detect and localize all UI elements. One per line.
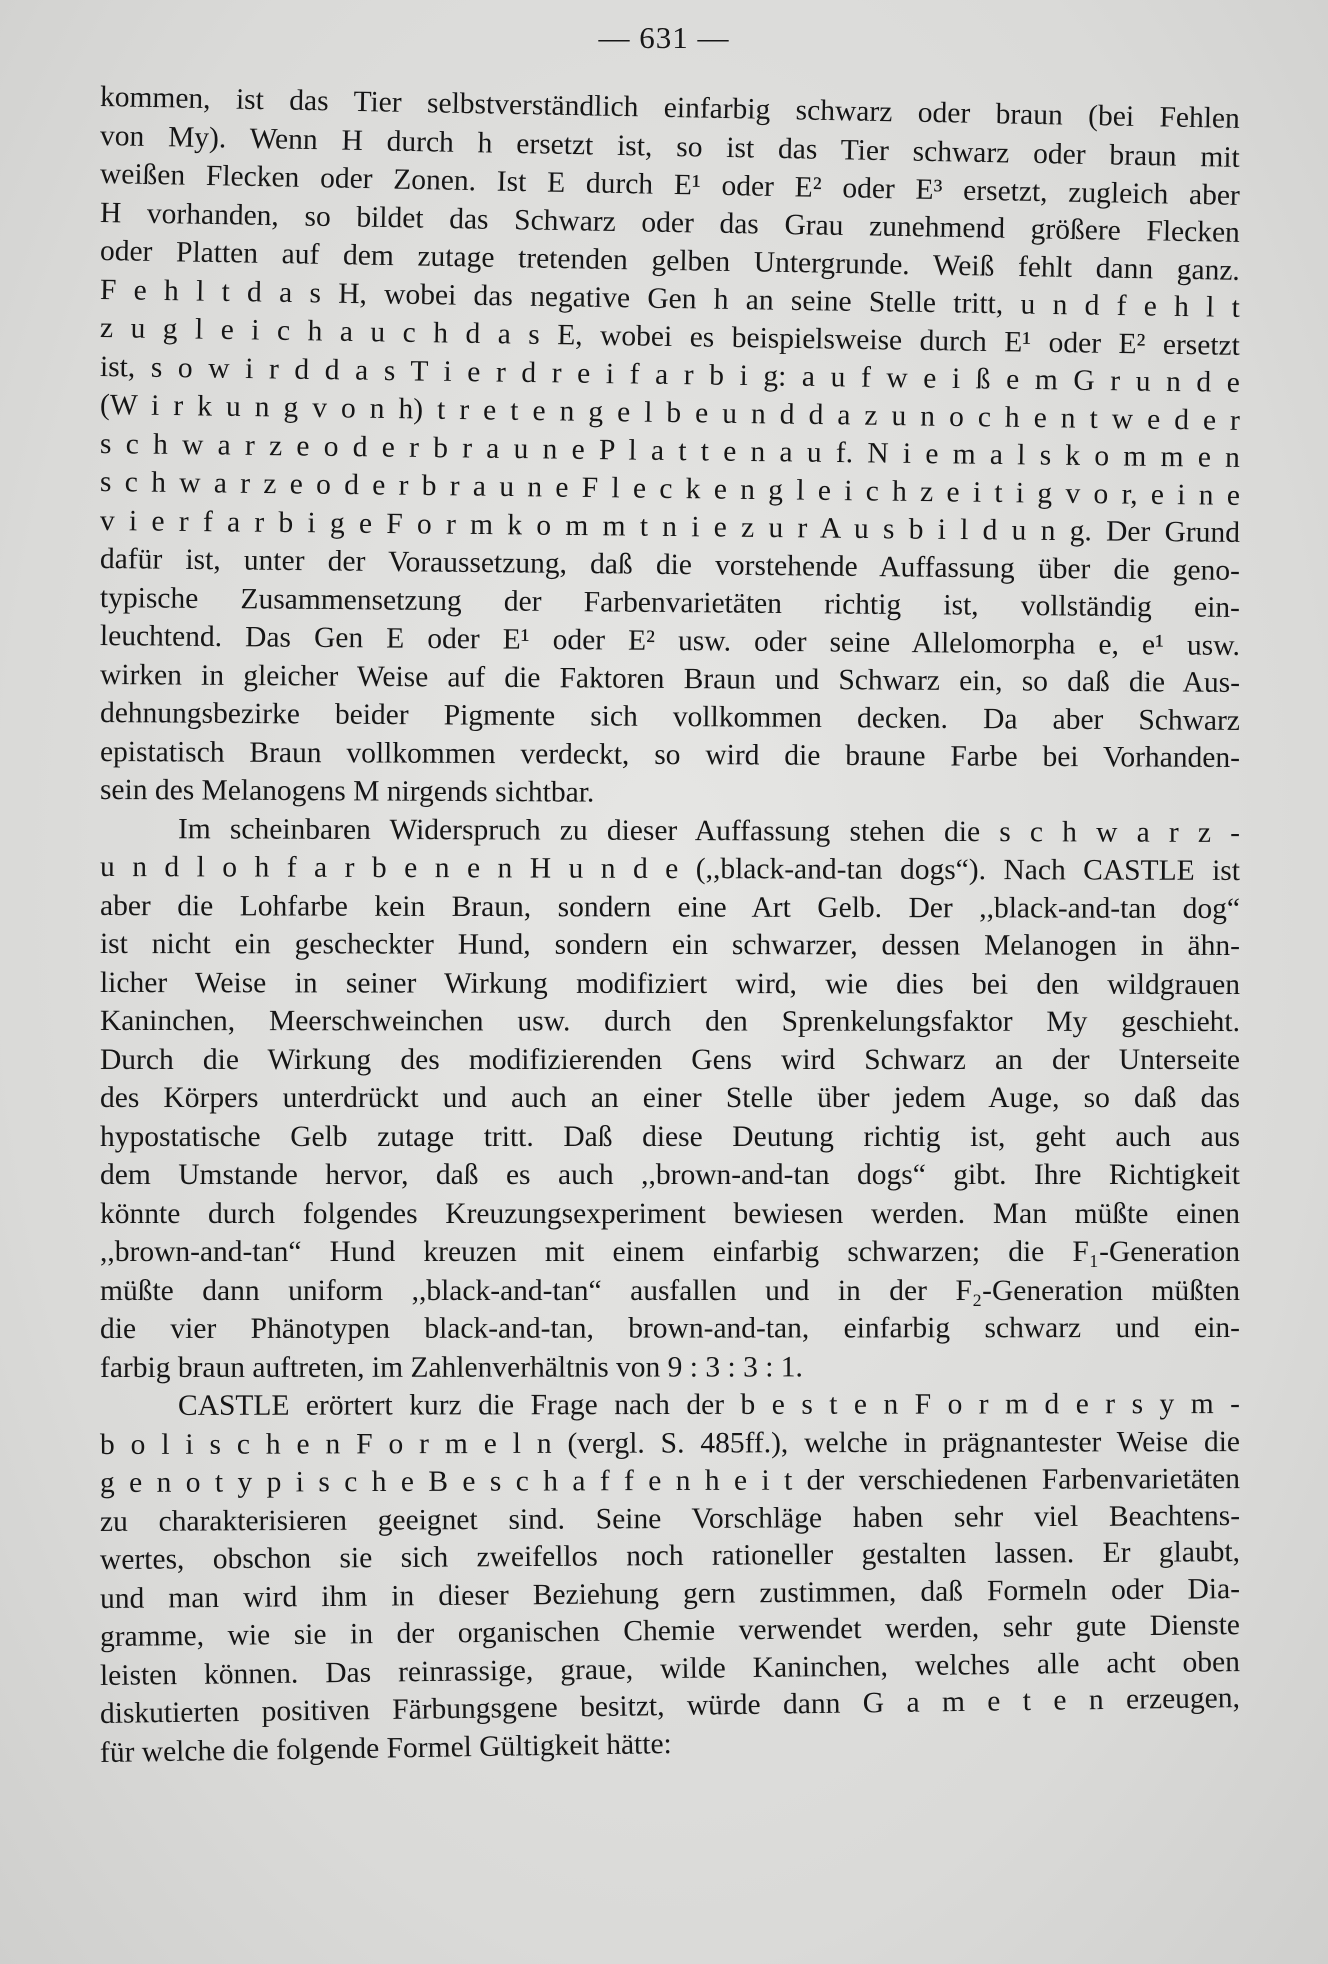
text-line: b o l i s c h e n F o r m e l n (vergl. S. 485ff.), welche in prägnantester Weise die <box>99 1425 1241 1461</box>
body-text <box>100 78 1240 1772</box>
text-line: (W i r k u n g v o n h) t r e t e n g e l b e u n d d a z u n o c h e n t w e d e r <box>99 389 1241 437</box>
text-line: Durch die Wirkung des modifizierenden Gens wird Schwarz an der Unterseite <box>100 1043 1240 1076</box>
text-line: z u g l e i c h a u c h d a s E, wobei es beispielsweise durch E¹ oder E² ersetzt <box>99 312 1241 362</box>
text-line: v i e r f a r b i g e F o r m k o m m t n i e z u r A u s b i l d u n g. Der Grund <box>99 504 1241 549</box>
text-line: diskutierten positiven Färbungsgene besitzt, würde dann G a m e t e n erzeugen, <box>99 1682 1241 1730</box>
text-line: von My). Wenn H durch h ersetzt ist, so ist das Tier schwarz oder braun mit <box>99 119 1241 174</box>
text-line: farbig braun auftreten, im Zahlenverhältnis von 9 : 3 : 3 : 1. <box>99 1350 803 1384</box>
text-line: Im scheinbaren Widerspruch zu dieser Auffassung stehen die s c h w a r z - <box>177 812 1241 849</box>
text-line: g e n o t y p i s c h e B e s c h a f f e n h e i t der verschiedenen Farbenvarietäten <box>99 1463 1241 1499</box>
text-line: für welche die folgende Formel Gültigkeit hätte: <box>99 1727 672 1769</box>
text-line: dafür ist, unter der Voraussetzung, daß die vorstehende Auffassung über die geno- <box>99 543 1241 587</box>
text-line: hypostatische Gelb zutage tritt. Daß diese Deutung richtig ist, geht auch aus <box>100 1120 1240 1153</box>
page-number: — 631 — <box>598 20 730 55</box>
text-line: ,,brown-and-tan“ Hund kreuzen mit einem einfarbig schwarzen; die F₁-Generation <box>100 1236 1240 1268</box>
text-line: dehnungsbezirke beider Pigmente sich vollkommen decken. Da aber Schwarz <box>99 697 1241 737</box>
text-line: u n d l o h f a r b e n e n H u n d e (,,black-and-tan dogs“). Nach CASTLE ist <box>99 851 1241 887</box>
text-line: F e h l t d a s H, wobei das negative Gen h an seine Stelle tritt, u n d f e h l t <box>99 273 1241 324</box>
text-line: gramme, wie sie in der organischen Chemie verwendet werden, sehr gute Dienste <box>99 1609 1241 1653</box>
text-line: sein des Melanogens M nirgends sichtbar. <box>99 774 595 809</box>
text-line: s c h w a r z e o d e r b r a u n e F l e c k e n g l e i c h z e i t i g v o r, e i n e <box>99 466 1241 512</box>
text-line: oder Platten auf dem zutage tretenden gelben Untergrunde. Weiß fehlt dann ganz. <box>99 235 1241 287</box>
text-line: H vorhanden, so bildet das Schwarz oder das Grau zunehmend größere Flecken <box>99 196 1241 249</box>
text-line: ist nicht ein gescheckter Hund, sondern ein schwarzer, dessen Melanogen in ähn- <box>99 928 1241 962</box>
text-line: die vier Phänotypen black-and-tan, brown-and-tan, einfarbig schwarz und ein- <box>99 1312 1241 1345</box>
text-line: ist, s o w i r d d a s T i e r d r e i f a r b i g: a u f w e i ß e m G r u n d e <box>99 350 1241 399</box>
text-line: wirken in gleicher Weise auf die Faktoren Braun und Schwarz ein, so daß die Aus- <box>99 658 1241 699</box>
text-line: weißen Flecken oder Zonen. Ist E durch E¹ oder E² oder E³ ersetzt, zugleich aber <box>99 158 1241 212</box>
text-line: zu charakterisieren geeignet sind. Seine Vorschläge haben sehr viel Beachtens- <box>99 1499 1241 1538</box>
text-line: typische Zusammensetzung der Farbenvarietäten richtig ist, vollständig ein- <box>99 581 1241 624</box>
text-line: licher Weise in seiner Wirkung modifiziert wird, wie dies bei den wildgrauen <box>99 966 1241 1001</box>
text-line: könnte durch folgendes Kreuzungsexperiment bewiesen werden. Man müßte einen <box>100 1197 1240 1230</box>
text-line: wertes, obschon sie sich zweifellos noch rationeller gestalten lassen. Er glaubt, <box>99 1536 1241 1576</box>
text-line: epistatisch Braun vollkommen verdeckt, so wird die braune Farbe bei Vorhanden- <box>99 735 1241 774</box>
text-line: aber die Lohfarbe kein Braun, sondern eine Art Gelb. Der ,,black-and-tan dog“ <box>99 889 1241 925</box>
text-line: leisten können. Das reinrassige, graue, wilde Kaninchen, welches alle acht oben <box>99 1645 1241 1692</box>
text-line: CASTLE erörtert kurz die Frage nach der b e s t e n F o r m d e r s y m - <box>177 1388 1241 1422</box>
text-line: müßte dann uniform ,,black-and-tan“ ausfallen und in der F₂-Generation müßten <box>100 1274 1240 1307</box>
text-line: kommen, ist das Tier selbstverständlich einfarbig schwarz oder braun (bei Fehlen <box>99 81 1241 135</box>
text-line: s c h w a r z e o d e r b r a u n e P l a t t e n a u f. N i e m a l s k o m m e n <box>99 427 1241 474</box>
text-line: des Körpers unterdrückt und auch an einer Stelle über jedem Auge, so daß das <box>100 1082 1240 1114</box>
text-line: dem Umstande hervor, daß es auch ,,brown-and-tan dogs“ gibt. Ihre Richtigkeit <box>100 1159 1240 1191</box>
text-line: Kaninchen, Meerschweinchen usw. durch den Sprenkelungsfaktor My geschieht. <box>99 1005 1241 1038</box>
text-line: leuchtend. Das Gen E oder E¹ oder E² usw. oder seine Allelomorpha e, e¹ usw. <box>99 620 1241 662</box>
text-line: und man wird ihm in dieser Beziehung gern zustimmen, daß Formeln oder Dia- <box>99 1572 1241 1615</box>
